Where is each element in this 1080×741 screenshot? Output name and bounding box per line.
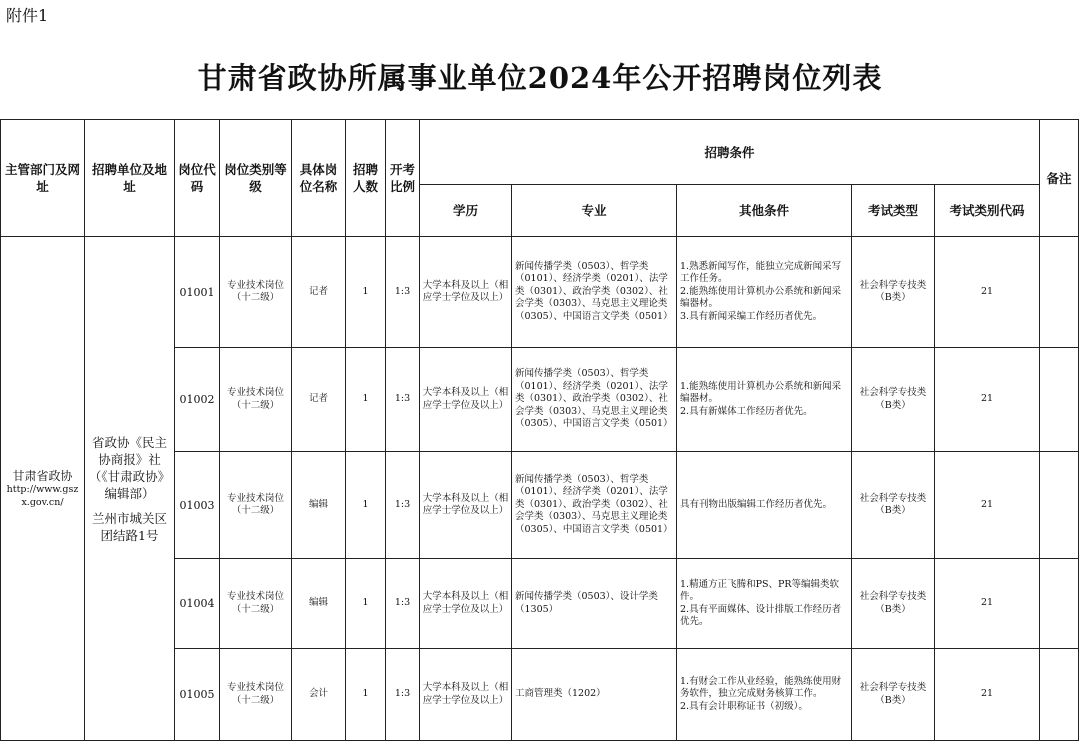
education: 大学本科及以上（相应学士学位及以上） <box>420 452 512 559</box>
header-ratio: 开考比例 <box>386 120 420 237</box>
exam-code: 21 <box>935 348 1040 452</box>
exam-code: 21 <box>935 559 1040 649</box>
post-type: 专业技术岗位（十二级） <box>220 237 292 348</box>
other-conditions: 1.有财会工作从业经验，能熟练使用财务软件，独立完成财务核算工作。 2.具有会计职称证书（初级）。 <box>677 649 852 741</box>
table-row <box>1 237 1079 348</box>
remark <box>1040 348 1079 452</box>
education: 大学本科及以上（相应学士学位及以上） <box>420 348 512 452</box>
unit-address: 兰州市城关区团结路1号 <box>91 510 167 543</box>
exam-type: 社会科学专技类（B类） <box>852 348 935 452</box>
post-type: 专业技术岗位（十二级） <box>220 452 292 559</box>
post-code: 01005 <box>175 649 220 741</box>
other-conditions: 1.精通方正飞腾和PS、PR等编辑类软件。 2.具有平面媒体、设计排版工作经历者优先。 <box>677 559 852 649</box>
education: 大学本科及以上（相应学士学位及以上） <box>420 649 512 741</box>
major: 新闻传播学类（0503）、哲学类（0101）、经济学类（0201）、法学类（0301）、政治学类（0302）、社会学类（0303）、马克思主义理论类（0305）、中国语言文学类（0501） <box>512 452 677 559</box>
remark <box>1040 452 1079 559</box>
header-post-name: 具体岗位名称 <box>292 120 346 237</box>
post-ratio: 1:3 <box>386 452 420 559</box>
education: 大学本科及以上（相应学士学位及以上） <box>420 559 512 649</box>
post-ratio: 1:3 <box>386 348 420 452</box>
exam-type: 社会科学专技类（B类） <box>852 237 935 348</box>
major: 新闻传播学类（0503）、设计学类（1305） <box>512 559 677 649</box>
major: 新闻传播学类（0503）、哲学类（0101）、经济学类（0201）、法学类（0301）、政治学类（0302）、社会学类（0303）、马克思主义理论类（0305）、中国语言文学类（0501） <box>512 348 677 452</box>
post-code: 01002 <box>175 348 220 452</box>
post-code: 01004 <box>175 559 220 649</box>
post-count: 1 <box>346 348 386 452</box>
other-conditions: 1.熟悉新闻写作，能独立完成新闻采写工作任务。 2.能熟练使用计算机办公系统和新闻采编器材。 3.具有新闻采编工作经历者优先。 <box>677 237 852 348</box>
post-count: 1 <box>346 649 386 741</box>
header-dept: 主管部门及网址 <box>1 120 85 237</box>
exam-code: 21 <box>935 237 1040 348</box>
header-post-type: 岗位类别等级 <box>220 120 292 237</box>
post-count: 1 <box>346 237 386 348</box>
post-type: 专业技术岗位（十二级） <box>220 559 292 649</box>
dept-cell <box>1 237 85 741</box>
header-other: 其他条件 <box>677 185 852 237</box>
attachment-label: 附件1 <box>6 6 49 25</box>
post-name: 编辑 <box>292 559 346 649</box>
remark <box>1040 237 1079 348</box>
post-ratio: 1:3 <box>386 649 420 741</box>
exam-type: 社会科学专技类（B类） <box>852 559 935 649</box>
other-conditions: 1.能熟练使用计算机办公系统和新闻采编器材。 2.具有新媒体工作经历者优先。 <box>677 348 852 452</box>
post-count: 1 <box>346 559 386 649</box>
dept-name: 甘肃省政协 <box>12 469 73 483</box>
header-major: 专业 <box>512 185 677 237</box>
post-count: 1 <box>346 452 386 559</box>
post-name: 会计 <box>292 649 346 741</box>
header-remark: 备注 <box>1040 120 1079 237</box>
post-name: 记者 <box>292 237 346 348</box>
post-ratio: 1:3 <box>386 237 420 348</box>
post-name: 记者 <box>292 348 346 452</box>
post-name: 编辑 <box>292 452 346 559</box>
header-conditions: 招聘条件 <box>420 120 1040 185</box>
education: 大学本科及以上（相应学士学位及以上） <box>420 237 512 348</box>
post-type: 专业技术岗位（十二级） <box>220 649 292 741</box>
unit-cell <box>85 237 175 741</box>
exam-code: 21 <box>935 452 1040 559</box>
dept-url: http://www.gszx.gov.cn/ <box>6 484 79 508</box>
major: 新闻传播学类（0503）、哲学类（0101）、经济学类（0201）、法学类（0301）、政治学类（0302）、社会学类（0303）、马克思主义理论类（0305）、中国语言文学类（0501） <box>512 237 677 348</box>
exam-code: 21 <box>935 649 1040 741</box>
remark <box>1040 559 1079 649</box>
header-education: 学历 <box>420 185 512 237</box>
remark <box>1040 649 1079 741</box>
other-conditions: 具有刊物出版编辑工作经历者优先。 <box>677 452 852 559</box>
exam-type: 社会科学专技类（B类） <box>852 452 935 559</box>
unit-name: 省政协《民主协商报》社（《甘肃政协》编辑部） <box>88 434 171 501</box>
post-ratio: 1:3 <box>386 559 420 649</box>
recruitment-table <box>0 119 1079 741</box>
exam-type: 社会科学专技类（B类） <box>852 649 935 741</box>
post-code: 01001 <box>175 237 220 348</box>
page-title: 甘肃省政协所属事业单位2024年公开招聘岗位列表 <box>197 61 883 95</box>
post-code: 01003 <box>175 452 220 559</box>
header-exam-code: 考试类别代码 <box>935 185 1040 237</box>
header-post-code: 岗位代码 <box>175 120 220 237</box>
header-count: 招聘人数 <box>346 120 386 237</box>
header-exam-type: 考试类型 <box>852 185 935 237</box>
post-type: 专业技术岗位（十二级） <box>220 348 292 452</box>
header-unit: 招聘单位及地址 <box>85 120 175 237</box>
major: 工商管理类（1202） <box>512 649 677 741</box>
